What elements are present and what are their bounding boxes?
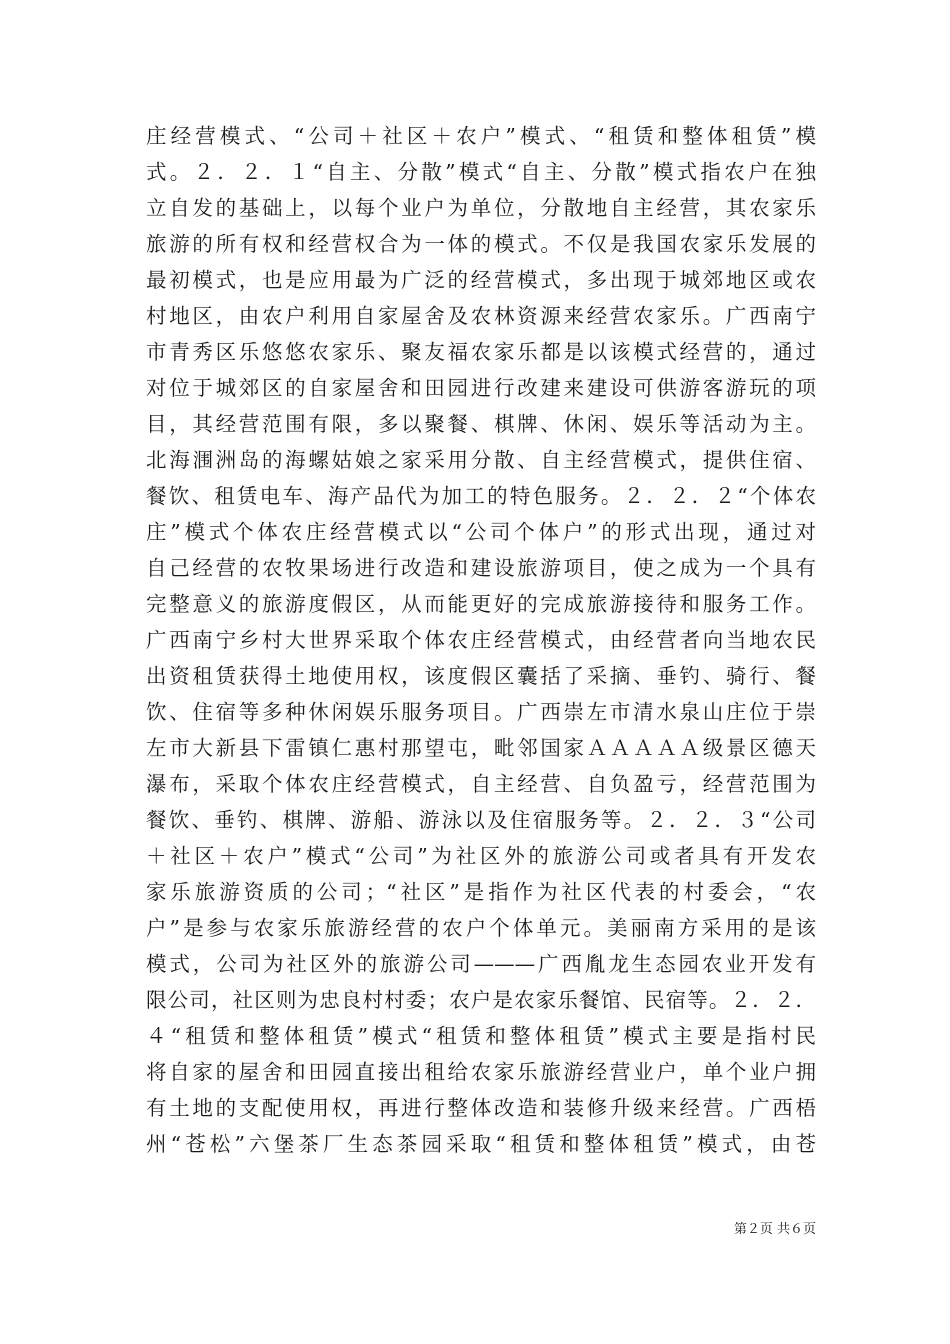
text-line: 村地区，由农户利用自家屋舍及农林资源来经营农家乐。广西南宁 xyxy=(146,304,816,328)
text-line: 饮、住宿等多种休闲娱乐服务项目。广西崇左市清水泉山庄位于崇 xyxy=(146,700,816,724)
text-line: 庄”模式个体农庄经营模式以“公司个体户”的形式出现，通过对 xyxy=(146,520,816,544)
page-number-footer: 第２页 共６页 xyxy=(733,1222,816,1237)
text-line: 限公司，社区则为忠良村村委；农户是农家乐餐馆、民宿等。２．２． xyxy=(146,988,816,1012)
text-line: 广西南宁乡村大世界采取个体农庄经营模式，由经营者向当地农民 xyxy=(146,628,816,652)
text-line: 对位于城郊区的自家屋舍和田园进行改建来建设可供游客游玩的项 xyxy=(146,376,816,400)
text-line: 完整意义的旅游度假区，从而能更好的完成旅游接待和服务工作。 xyxy=(146,592,816,616)
text-line: 将自家的屋舍和田园直接出租给农家乐旅游经营业户，单个业户拥 xyxy=(146,1060,816,1084)
text-line: 餐饮、垂钓、棋牌、游船、游泳以及住宿服务等。２．２．３“公司 xyxy=(146,808,816,832)
text-line: 餐饮、租赁电车、海产品代为加工的特色服务。２．２．２“个体农 xyxy=(146,484,816,508)
text-line: 式。２．２．１“自主、分散”模式“自主、分散”模式指农户在独 xyxy=(146,160,816,184)
text-line: 目，其经营范围有限，多以聚餐、棋牌、休闲、娱乐等活动为主。 xyxy=(146,412,816,436)
text-line: 出资租赁获得土地使用权，该度假区囊括了采摘、垂钓、骑行、餐 xyxy=(146,664,816,688)
text-line: ＋社区＋农户”模式“公司”为社区外的旅游公司或者具有开发农 xyxy=(146,844,816,868)
text-line: 旅游的所有权和经营权合为一体的模式。不仅是我国农家乐发展的 xyxy=(146,232,816,256)
text-line: 自己经营的农牧果场进行改造和建设旅游项目，使之成为一个具有 xyxy=(146,556,816,580)
text-line: 最初模式，也是应用最为广泛的经营模式，多出现于城郊地区或农 xyxy=(146,268,816,292)
text-line: 州“苍松”六堡茶厂生态茶园采取“租赁和整体租赁”模式，由苍 xyxy=(146,1132,816,1156)
text-line: 左市大新县下雷镇仁惠村那望屯，毗邻国家ＡＡＡＡＡ级景区德天 xyxy=(146,736,816,760)
text-line: 市青秀区乐悠悠农家乐、聚友福农家乐都是以该模式经营的，通过 xyxy=(146,340,816,364)
text-line: 家乐旅游资质的公司；“社区”是指作为社区代表的村委会，“农 xyxy=(146,880,816,904)
text-line: 模式，公司为社区外的旅游公司———广西胤龙生态园农业开发有 xyxy=(146,952,816,976)
text-line: 瀑布，采取个体农庄经营模式，自主经营、自负盈亏，经营范围为 xyxy=(146,772,816,796)
text-line: 北海涠洲岛的海螺姑娘之家采用分散、自主经营模式，提供住宿、 xyxy=(146,448,816,472)
text-line: ４“租赁和整体租赁”模式“租赁和整体租赁”模式主要是指村民 xyxy=(146,1024,816,1048)
text-line: 有土地的支配使用权，再进行整体改造和装修升级来经营。广西梧 xyxy=(146,1096,816,1120)
text-line: 庄经营模式、“公司＋社区＋农户”模式、“租赁和整体租赁”模 xyxy=(146,124,816,148)
body-text xyxy=(146,118,816,1162)
text-line: 立自发的基础上，以每个业户为单位，分散地自主经营，其农家乐 xyxy=(146,196,816,220)
text-line: 户”是参与农家乐旅游经营的农户个体单元。美丽南方采用的是该 xyxy=(146,916,816,940)
